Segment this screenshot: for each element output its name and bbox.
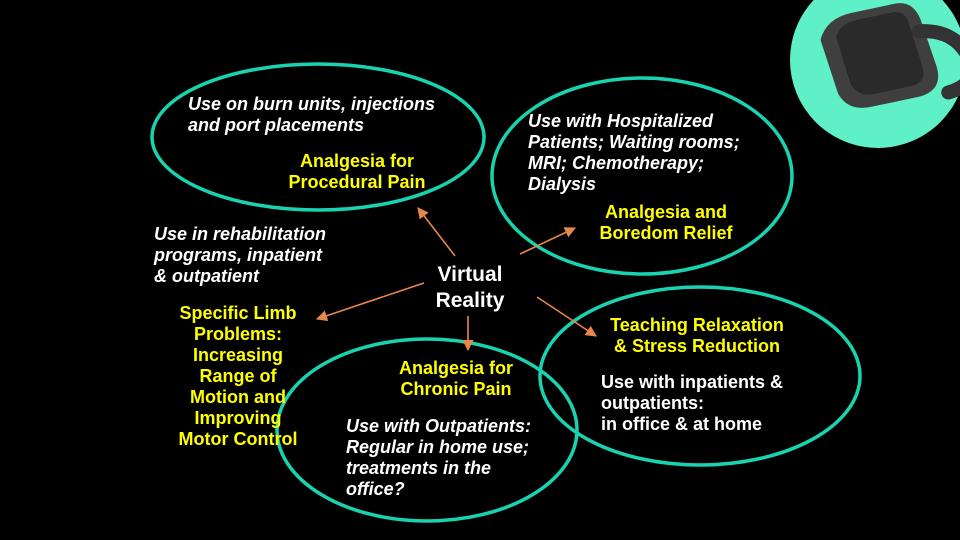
relaxation-use-line2: outpatients: — [601, 393, 704, 413]
arrow-to-relaxation — [537, 297, 596, 336]
boredom-use-line1: Use with Hospitalized — [528, 111, 714, 131]
limb-use-line3: & outpatient — [154, 266, 259, 286]
chronic-use-text — [346, 416, 531, 500]
procedural-use-line1: Use on burn units, injections — [188, 94, 436, 114]
relaxation-use-text — [601, 372, 783, 435]
arrow-to-procedural — [418, 208, 455, 256]
relaxation-heading-line2: & Stress Reduction — [613, 336, 781, 356]
limb-heading-line7: Motor Control — [178, 429, 298, 449]
relaxation-heading — [592, 315, 802, 357]
limb-use-line1: Use in rehabilitation — [154, 224, 327, 244]
chronic-heading-line1: Analgesia for — [398, 358, 514, 378]
boredom-use-line2: Patients; Waiting rooms; — [528, 132, 740, 152]
limb-heading-line1: Specific Limb — [179, 303, 297, 323]
chronic-use-line3: treatments in the — [346, 458, 492, 478]
arrow-to-limb — [317, 283, 424, 319]
relaxation-heading-line1: Teaching Relaxation — [610, 315, 784, 335]
limb-heading-line4: Range of — [199, 366, 277, 386]
boredom-heading-line1: Analgesia and — [604, 202, 728, 222]
procedural-heading-line1: Analgesia for — [299, 151, 415, 171]
center-label-line1: Virtual — [437, 263, 503, 286]
chronic-use-line1: Use with Outpatients: — [346, 416, 532, 436]
procedural-heading — [262, 151, 452, 193]
limb-heading-line5: Motion and — [190, 387, 286, 407]
boredom-heading-line2: Boredom Relief — [599, 223, 733, 243]
center-label-line2: Reality — [435, 289, 505, 312]
relaxation-use-line1: Use with inpatients & — [601, 372, 784, 392]
center-node — [420, 262, 520, 314]
procedural-use-text — [188, 94, 435, 136]
limb-heading-line6: Improving — [194, 408, 282, 428]
boredom-use-line4: Dialysis — [528, 174, 597, 194]
limb-use-line2: programs, inpatient — [154, 245, 323, 265]
boredom-heading — [576, 202, 756, 244]
procedural-use-line2: and port placements — [188, 115, 365, 135]
boredom-use-text — [528, 111, 740, 195]
boredom-use-line3: MRI; Chemotherapy; — [528, 153, 705, 173]
limb-heading-line2: Problems: — [193, 324, 283, 344]
chronic-use-line2: Regular in home use; — [346, 437, 530, 457]
chronic-heading-line2: Chronic Pain — [400, 379, 512, 399]
limb-heading-line3: Increasing — [192, 345, 284, 365]
chronic-use-line4: office? — [346, 479, 405, 499]
relaxation-use-line3: in office & at home — [601, 414, 763, 434]
chronic-heading — [378, 358, 534, 400]
procedural-heading-line2: Procedural Pain — [288, 172, 426, 192]
limb-use-text — [154, 224, 326, 287]
limb-heading — [160, 303, 316, 450]
